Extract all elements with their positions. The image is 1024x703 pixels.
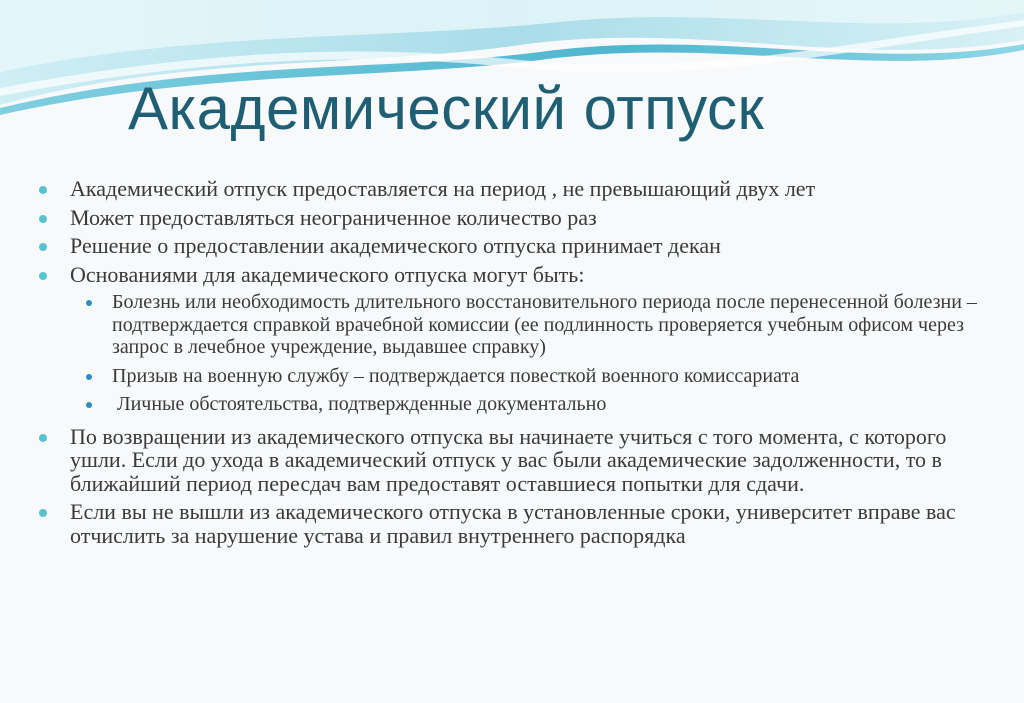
- sub-bullet-dot-icon: [86, 300, 92, 306]
- slide-body: [38, 177, 998, 552]
- bullet-item: [38, 263, 998, 287]
- bullet-text: По возвращении из академического отпуска вы начинаете учиться с того момента, с которого ушли. Если до ухода в академический отпуск у вас были академические задолженности, то в ближайший период пересдач вам предоставят оставшиеся попытки для сдачи.: [70, 423, 947, 496]
- sub-bullet-dot-icon: [86, 402, 92, 408]
- sub-bullet-text: Личные обстоятельства, подтвержденные документально: [112, 393, 607, 415]
- sub-bullet-item: [38, 291, 998, 359]
- bullet-text: Если вы не вышли из академического отпуска в установленные сроки, университет вправе вас отчислить за нарушение устава и правил внутреннего распорядка: [70, 499, 956, 548]
- bullet-item: [38, 425, 998, 496]
- bullet-dot-icon: [39, 186, 47, 194]
- sub-bullet-dot-icon: [86, 374, 92, 380]
- bullet-text: Может предоставляться неограниченное количество раз: [70, 204, 597, 230]
- sub-bullet-text: Призыв на военную службу – подтверждается повесткой военного комиссариата: [112, 364, 800, 387]
- slide-title: Академический отпуск: [128, 75, 765, 142]
- bullet-dot-icon: [39, 434, 47, 442]
- bullet-item: [38, 177, 998, 201]
- sub-bullet-item: [38, 365, 998, 388]
- sub-bullet-text: Болезнь или необходимость длительного восстановительного периода после перенесенной болезни – подтверждается справкой врачебной комиссии (ее подлинность проверяется учебным офисом через запрос в лечебное учреждение, выдавшее справку): [112, 291, 977, 358]
- bullet-dot-icon: [39, 272, 47, 280]
- bullet-item: [38, 234, 998, 258]
- bullet-text: Решение о предоставлении академического отпуска принимает декан: [70, 233, 721, 258]
- bullet-text: Академический отпуск предоставляется на период , не превышающий двух лет: [70, 176, 816, 201]
- bullet-text: Основаниями для академического отпуска могут быть:: [70, 261, 585, 287]
- bullet-dot-icon: [39, 243, 47, 251]
- sub-bullet-item: [38, 393, 998, 416]
- bullet-dot-icon: [39, 215, 47, 223]
- bullet-dot-icon: [39, 509, 47, 517]
- bullet-item: [38, 206, 998, 230]
- bullet-item: [38, 500, 998, 547]
